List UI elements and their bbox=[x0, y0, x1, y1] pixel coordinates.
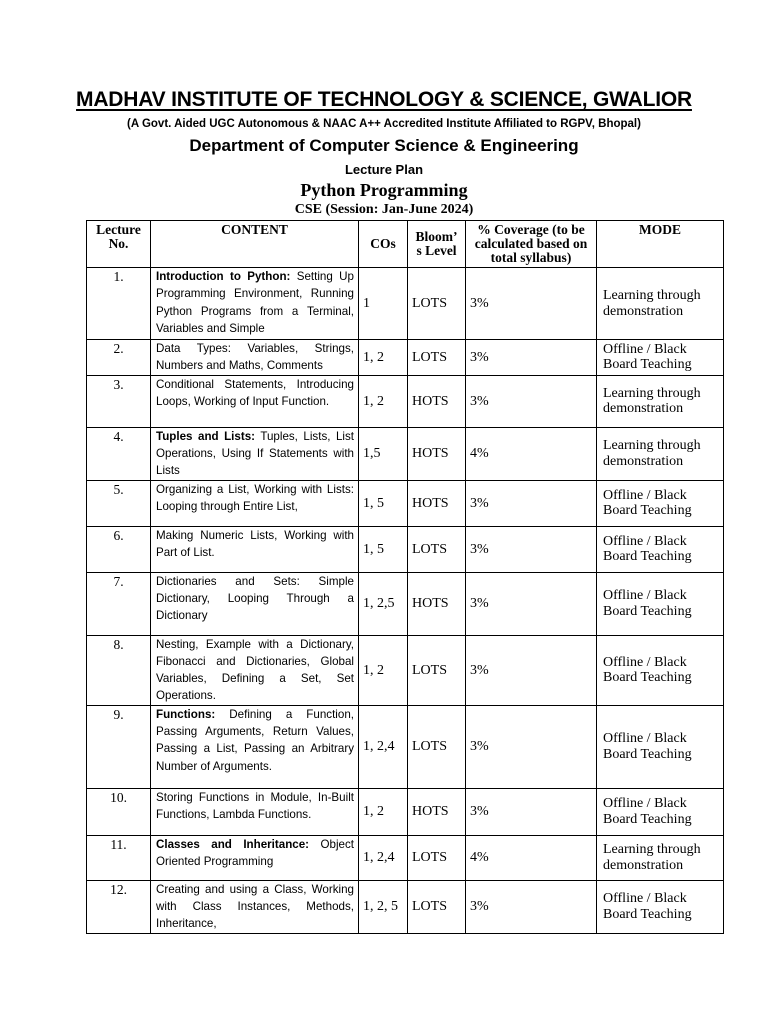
lecture-content bbox=[151, 480, 359, 526]
table-row bbox=[87, 268, 724, 340]
content-text: Tuples, Lists, List Operations, Using If Statements with Lists bbox=[156, 429, 354, 478]
lecture-number: 9. bbox=[87, 705, 151, 788]
lecture-content bbox=[151, 788, 359, 835]
lecture-content bbox=[151, 705, 359, 788]
content-text: Creating and using a Class, Working with Class Instances, Methods, Inheritance, bbox=[156, 882, 354, 931]
teaching-mode: Offline / Black Board Teaching bbox=[597, 635, 724, 705]
table-row bbox=[87, 705, 724, 788]
table-row bbox=[87, 427, 724, 480]
lecture-plan-table bbox=[86, 220, 724, 934]
lecture-content bbox=[151, 635, 359, 705]
content-text: Conditional Statements, Introducing Loops, Working of Input Function. bbox=[156, 377, 354, 408]
teaching-mode: Offline / Black Board Teaching bbox=[597, 526, 724, 572]
course-outcomes: 1,5 bbox=[359, 427, 408, 480]
blooms-level: HOTS bbox=[408, 427, 466, 480]
course-outcomes: 1, 5 bbox=[359, 480, 408, 526]
course-outcomes: 1, 2,5 bbox=[359, 572, 408, 635]
lecture-content bbox=[151, 526, 359, 572]
lecture-content bbox=[151, 835, 359, 880]
coverage-percent: 3% bbox=[466, 572, 597, 635]
blooms-level: HOTS bbox=[408, 375, 466, 427]
course-outcomes: 1, 2 bbox=[359, 375, 408, 427]
lecture-number: 3. bbox=[87, 375, 151, 427]
course-outcomes: 1, 2 bbox=[359, 635, 408, 705]
header-content: CONTENT bbox=[151, 221, 359, 268]
institute-title: MADHAV INSTITUTE OF TECHNOLOGY & SCIENCE, GWALIOR bbox=[76, 88, 692, 111]
lecture-number: 6. bbox=[87, 526, 151, 572]
lecture-content bbox=[151, 268, 359, 340]
lecture-content bbox=[151, 572, 359, 635]
lecture-number: 10. bbox=[87, 788, 151, 835]
header-lecture-no: Lecture No. bbox=[87, 221, 151, 268]
course-outcomes: 1, 2, 5 bbox=[359, 880, 408, 933]
content-text: Defining a Function, Passing Arguments, Return Values, Passing a List, Passing an Arbitrary Number of Arguments. bbox=[156, 707, 354, 773]
lecture-content bbox=[151, 375, 359, 427]
coverage-percent: 4% bbox=[466, 427, 597, 480]
course-outcomes: 1 bbox=[359, 268, 408, 340]
course-outcomes: 1, 2 bbox=[359, 340, 408, 376]
teaching-mode: Learning through demonstration bbox=[597, 427, 724, 480]
teaching-mode: Offline / Black Board Teaching bbox=[597, 480, 724, 526]
session-line: CSE (Session: Jan-June 2024) bbox=[294, 202, 474, 217]
content-text: Data Types: Variables, Strings, Numbers and Maths, Comments bbox=[156, 342, 354, 373]
content-topic-heading: Functions: bbox=[156, 707, 216, 721]
lecture-number: 12. bbox=[87, 880, 151, 933]
lecture-number: 8. bbox=[87, 635, 151, 705]
content-topic-heading: Tuples and Lists: bbox=[156, 429, 256, 443]
lecture-content bbox=[151, 340, 359, 376]
blooms-level: LOTS bbox=[408, 705, 466, 788]
course-outcomes: 1, 2,4 bbox=[359, 705, 408, 788]
header-blooms-level: Bloom’ s Level bbox=[408, 221, 466, 268]
lecture-number: 11. bbox=[87, 835, 151, 880]
coverage-percent: 3% bbox=[466, 268, 597, 340]
document-type: Lecture Plan bbox=[344, 162, 424, 177]
header-coverage: % Coverage (to be calculated based on total syllabus) bbox=[466, 221, 597, 268]
coverage-percent: 3% bbox=[466, 526, 597, 572]
lecture-number: 4. bbox=[87, 427, 151, 480]
blooms-level: LOTS bbox=[408, 268, 466, 340]
content-topic-heading: Introduction to Python: bbox=[156, 270, 291, 283]
lecture-content bbox=[151, 880, 359, 933]
teaching-mode: Offline / Black Board Teaching bbox=[597, 788, 724, 835]
table-row bbox=[87, 526, 724, 572]
blooms-level: LOTS bbox=[408, 635, 466, 705]
table-row bbox=[87, 635, 724, 705]
table-row bbox=[87, 788, 724, 835]
header-mode: MODE bbox=[597, 221, 724, 268]
content-text: Nesting, Example with a Dictionary, Fibonacci and Dictionaries, Global Variables, Defining a Set, Set Operations. bbox=[156, 637, 354, 703]
table-row bbox=[87, 880, 724, 933]
teaching-mode: Offline / Black Board Teaching bbox=[597, 705, 724, 788]
affiliation-line: (A Govt. Aided UGC Autonomous & NAAC A++ Accredited Institute Affiliated to RGPV, Bhopal) bbox=[127, 118, 641, 130]
table-row bbox=[87, 375, 724, 427]
table-row bbox=[87, 835, 724, 880]
blooms-level: LOTS bbox=[408, 880, 466, 933]
content-text: Dictionaries and Sets: Simple Dictionary, Looping Through a Dictionary bbox=[156, 574, 354, 623]
lecture-number: 5. bbox=[87, 480, 151, 526]
coverage-percent: 3% bbox=[466, 880, 597, 933]
blooms-level: HOTS bbox=[408, 480, 466, 526]
content-text: Setting Up Programming Environment, Running Python Programs from a Terminal, Variables and Simple bbox=[156, 270, 354, 335]
table-row bbox=[87, 572, 724, 635]
course-outcomes: 1, 2,4 bbox=[359, 835, 408, 880]
department-title: Department of Computer Science & Engineering bbox=[189, 136, 579, 155]
lecture-content bbox=[151, 427, 359, 480]
coverage-percent: 3% bbox=[466, 340, 597, 376]
course-outcomes: 1, 2 bbox=[359, 788, 408, 835]
header-cos: COs bbox=[359, 221, 408, 268]
teaching-mode: Learning through demonstration bbox=[597, 375, 724, 427]
table-header-row bbox=[87, 221, 724, 268]
teaching-mode: Offline / Black Board Teaching bbox=[597, 340, 724, 376]
teaching-mode: Offline / Black Board Teaching bbox=[597, 880, 724, 933]
coverage-percent: 3% bbox=[466, 635, 597, 705]
content-topic-heading: Classes and Inheritance: bbox=[156, 837, 310, 851]
teaching-mode: Learning through demonstration bbox=[597, 835, 724, 880]
course-outcomes: 1, 5 bbox=[359, 526, 408, 572]
table-row bbox=[87, 480, 724, 526]
blooms-level: HOTS bbox=[408, 788, 466, 835]
coverage-percent: 3% bbox=[466, 788, 597, 835]
blooms-level: LOTS bbox=[408, 835, 466, 880]
lecture-number: 2. bbox=[87, 340, 151, 376]
coverage-percent: 4% bbox=[466, 835, 597, 880]
teaching-mode: Learning through demonstration bbox=[597, 268, 724, 340]
content-text: Storing Functions in Module, In-Built Functions, Lambda Functions. bbox=[156, 790, 354, 822]
content-text: Object Oriented Programming bbox=[156, 837, 354, 869]
blooms-level: LOTS bbox=[408, 340, 466, 376]
table-row bbox=[87, 340, 724, 376]
content-text: Making Numeric Lists, Working with Part of List. bbox=[156, 528, 354, 559]
coverage-percent: 3% bbox=[466, 705, 597, 788]
course-title: Python Programming bbox=[300, 180, 468, 200]
content-text: Organizing a List, Working with Lists: Looping through Entire List, bbox=[156, 482, 354, 513]
coverage-percent: 3% bbox=[466, 375, 597, 427]
coverage-percent: 3% bbox=[466, 480, 597, 526]
lecture-number: 7. bbox=[87, 572, 151, 635]
blooms-level: LOTS bbox=[408, 526, 466, 572]
blooms-level: HOTS bbox=[408, 572, 466, 635]
lecture-number: 1. bbox=[87, 268, 151, 340]
teaching-mode: Offline / Black Board Teaching bbox=[597, 572, 724, 635]
